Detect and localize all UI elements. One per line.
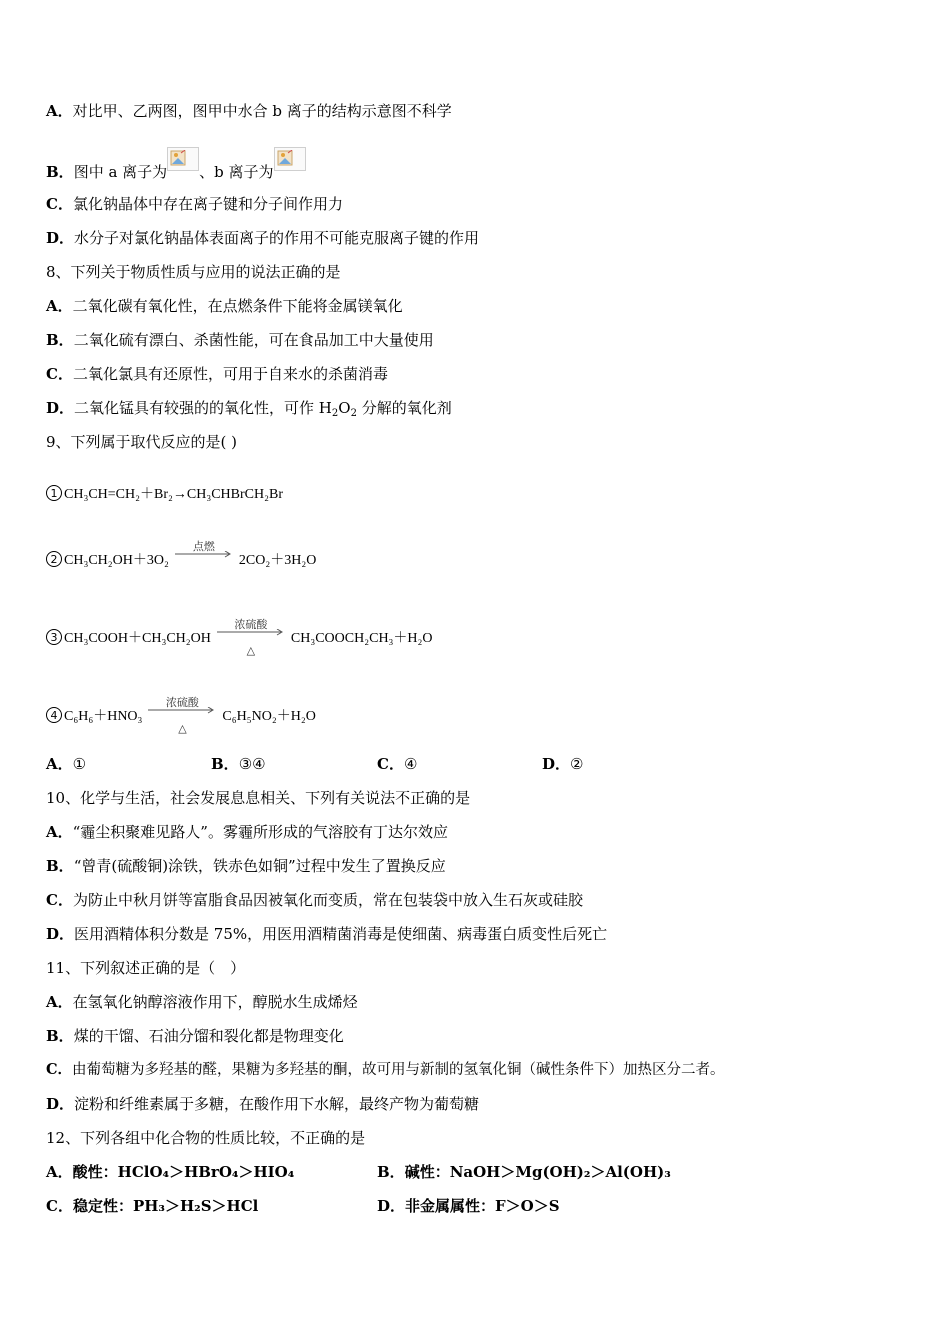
q11-option-b [46, 1026, 344, 1046]
option-text: “霾尘积聚难见路人”。雾霾所形成的气溶胶有丁达尔效应 [72, 823, 448, 841]
option-letter: A． [46, 755, 73, 773]
reaction-right: 2CO₂＋3H₂O [238, 553, 317, 568]
q11-option-a [46, 992, 358, 1012]
q10-option-a [46, 822, 448, 842]
option-letter: C． [46, 195, 73, 213]
q8-option-c [46, 364, 388, 384]
q12-option-b [377, 1162, 671, 1182]
option-text-post: 分解的氧化剂 [356, 399, 452, 417]
option-text: 二氧化硫有漂白、杀菌性能，可在食品加工中大量使用 [73, 331, 434, 349]
broken-image-icon [167, 147, 199, 171]
option-text: 非金属属性：F＞O＞S [405, 1197, 560, 1215]
option-letter: B． [46, 1027, 74, 1045]
option-letter: B． [46, 857, 74, 875]
option-letter: A． [46, 823, 73, 841]
q12-stem: 12、下列各组中化合物的性质比较，不正确的是 [46, 1129, 366, 1147]
q8-stem: 8、下列关于物质性质与应用的说法正确的是 [46, 263, 341, 281]
q9-answer-c [377, 754, 417, 774]
reaction-3 [46, 619, 433, 657]
q12-option-d [377, 1196, 560, 1216]
q8-option-a [46, 296, 403, 316]
option-text-part1: 图中 a 离子为 [73, 163, 168, 181]
q7-option-d [46, 228, 479, 248]
q10-stem: 10、化学与生活，社会发展息息相关、下列有关说法不正确的是 [46, 789, 471, 807]
circled-number: 1 [46, 485, 62, 501]
reaction-condition: 浓硫酸 [234, 619, 268, 631]
q8-option-d [46, 398, 452, 418]
q10-option-b [46, 856, 446, 876]
broken-image-icon [274, 147, 306, 171]
q10-option-d [46, 924, 607, 944]
reaction-arrow [173, 541, 235, 571]
q7-option-b [46, 147, 306, 182]
reaction-left: CH₃CH₂OH＋3O₂ [64, 553, 169, 568]
option-letter: D． [46, 399, 75, 417]
reaction-4 [46, 697, 316, 735]
q12-option-a [46, 1162, 294, 1182]
option-letter: D． [46, 229, 75, 247]
option-text: 为防止中秋月饼等富脂食品因被氧化而变质，常在包装袋中放入生石灰或硅胶 [72, 891, 583, 909]
option-letter: B． [46, 163, 74, 181]
option-letter: B． [46, 331, 74, 349]
q11-option-d [46, 1094, 479, 1114]
circled-number: 3 [46, 629, 62, 645]
circled-number: 4 [46, 707, 62, 723]
reaction-left: CH₃COOH＋CH₃CH₂OH [64, 631, 211, 646]
reaction-left: C₆H₆＋HNO₃ [64, 709, 143, 724]
reaction-arrow [146, 697, 218, 735]
reaction-right: CH₃COOCH₂CH₃＋H₂O [290, 631, 433, 646]
option-text-mid: O [338, 399, 351, 417]
option-text: 二氧化氯具有还原性，可用于自来水的杀菌消毒 [72, 365, 388, 383]
reaction-condition: 点燃 [192, 541, 215, 553]
q8-option-b [46, 330, 434, 350]
option-letter: C． [46, 365, 73, 383]
reaction-2 [46, 541, 317, 571]
option-letter: A． [46, 993, 73, 1011]
option-letter: C． [46, 1061, 73, 1078]
q7-option-a [46, 101, 452, 121]
option-text-part2: 、b 离子为 [199, 163, 274, 181]
option-text: 二氧化碳有氧化性，在点燃条件下能将金属镁氧化 [72, 297, 403, 315]
q9-stem: 9、下列属于取代反应的是( ) [46, 433, 238, 451]
option-text: ② [570, 755, 584, 773]
q7-option-c [46, 194, 343, 214]
option-text: 酸性：HClO₄＞HBrO₄＞HIO₄ [72, 1163, 295, 1181]
option-text: 医用酒精体积分数是 75%，用医用酒精菌消毒是使细菌、病毒蛋白质变性后死亡 [74, 925, 608, 943]
option-letter: D． [377, 1197, 406, 1215]
option-letter: A． [46, 102, 73, 120]
reaction-equation: CH₃CH=CH₂＋Br₂→CH₃CHBrCH₂Br [64, 487, 283, 502]
q12-option-c [46, 1196, 258, 1216]
option-text: 碱性：NaOH＞Mg(OH)₂＞Al(OH)₃ [404, 1163, 671, 1181]
option-letter: A． [46, 297, 73, 315]
option-letter: B． [211, 755, 239, 773]
option-text: 在氢氧化钠醇溶液作用下，醇脱水生成烯烃 [72, 993, 358, 1011]
reaction-condition-heat: △ [178, 723, 187, 735]
option-text: 由葡萄糖为多羟基的醛，果糖为多羟基的酮，故可用与新制的氢氧化铜（碱性条件下）加热区分二者。 [72, 1062, 725, 1078]
q9-answer-b [211, 754, 266, 774]
option-text: 煤的干馏、石油分馏和裂化都是物理变化 [73, 1027, 344, 1045]
q9-answer-a [46, 754, 86, 774]
option-text: 水分子对氯化钠晶体表面离子的作用不可能克服离子键的作用 [74, 229, 480, 247]
option-letter: D． [46, 1095, 75, 1113]
option-letter: C． [46, 891, 73, 909]
reaction-arrow [215, 619, 287, 657]
option-letter: C． [377, 755, 404, 773]
option-letter: B． [377, 1163, 405, 1181]
option-text: 稳定性：PH₃＞H₂S＞HCl [72, 1197, 259, 1215]
q10-option-c [46, 890, 583, 910]
option-text: “曾青(硫酸铜)涂铁，铁赤色如铜”过程中发生了置换反应 [73, 857, 446, 875]
option-text-pre: 二氧化锰具有较强的的氧化性，可作 H [74, 399, 332, 417]
q11-stem: 11、下列叙述正确的是（ ） [46, 959, 246, 977]
option-text: ④ [403, 755, 418, 773]
option-text: ① [72, 755, 87, 773]
q9-answer-d [542, 754, 583, 774]
subscript: 2 [331, 408, 339, 419]
option-letter: C． [46, 1197, 73, 1215]
option-letter: A． [46, 1163, 73, 1181]
option-letter: D． [542, 755, 571, 773]
option-letter: D． [46, 925, 75, 943]
subscript: 2 [350, 408, 357, 419]
circled-number: 2 [46, 551, 62, 567]
q11-option-c [46, 1060, 725, 1080]
option-text: ③④ [238, 755, 266, 773]
reaction-1 [46, 485, 283, 505]
option-text: 淀粉和纤维素属于多糖，在酸作用下水解，最终产物为葡萄糖 [74, 1095, 480, 1113]
reaction-right: C₆H₅NO₂＋H₂O [222, 709, 316, 724]
reaction-condition: 浓硫酸 [165, 697, 199, 709]
reaction-condition-heat: △ [246, 645, 256, 657]
option-text: 对比甲、乙两图，图甲中水合 b 离子的结构示意图不科学 [72, 102, 452, 120]
option-text: 氯化钠晶体中存在离子键和分子间作用力 [72, 195, 343, 213]
